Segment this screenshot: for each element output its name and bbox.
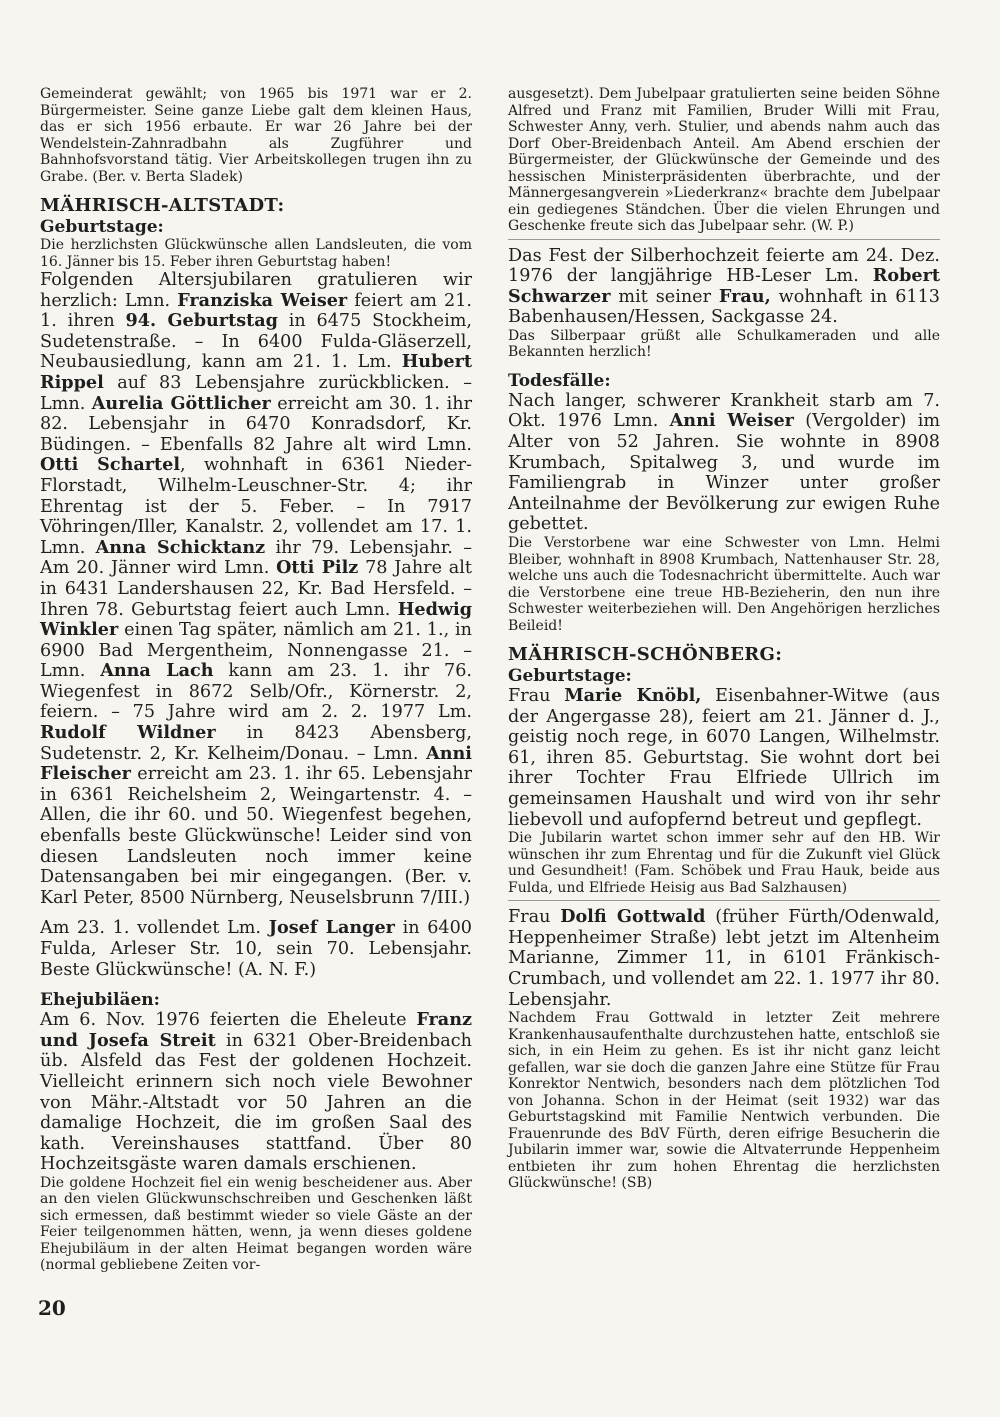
silver-wedding-paragraph: Das Fest der Silberhochzeit feierte am 24. Dez. 1976 der langjährige HB-Leser Lm. Robert Schwarzer mit seiner Frau, wohnhaft in 6113 Babenhausen/Hessen, Sackgasse 24. — [508, 245, 940, 328]
subheading-birthdays-schoenberg: Geburtstage: — [508, 666, 632, 687]
section-heading-maehrisch-schoenberg: MÄHRISCH-SCHÖNBERG: — [508, 644, 783, 666]
subheading-deaths: Todesfälle: — [508, 370, 611, 391]
langer-birthday-paragraph: Am 23. 1. vollendet Lm. Josef Langer in 6400 Fulda, Arleser Str. 10, sein 70. Lebensjahr. Beste Glückwünsche! (A. N. F.) — [40, 917, 472, 980]
right-column — [508, 86, 940, 1192]
birthday-list-paragraph: Folgenden Altersjubilaren gratulieren wir herzlich: Lmn. Franziska Weiser feiert am 21. 1. ihren 94. Geburtstag in 6475 Stockheim, Sudetenstraße. – In 6400 Fulda-Gläserzell, Neubausiedlung, kann am 21. 1. Lm. Hubert Rippel auf 83 Lebensjahre zurückblicken. – Lmn. Aurelia Göttlicher erreicht am 30. 1. ihr 82. Lebensjahr in 6470 Konradsdorf, Kr. Büdingen. – Ebenfalls 82 Jahre alt wird Lmn. Otti Schartel, wohnhaft in 6361 Nieder-Florstadt, Wilhelm-Leuschner-Str. 4; ihr Ehrentag ist der 5. Feber. – In 7917 Vöhringen/Iller, Kanalstr. 2, vollendet am 17. 1. Lmn. Anna Schicktanz ihr 79. Lebensjahr. – Am 20. Jänner wird Lmn. Otti Pilz 78 Jahre alt in 6431 Landershausen 22, Kr. Bad Hersfeld. – Ihren 78. Geburtstag feiert auch Lmn. Hedwig Winkler einen Tag später, nämlich am 21. 1., in 6900 Bad Mergentheim, Nonnengasse 21. – Lmn. Anna Lach kann am 23. 1. ihr 76. Wiegenfest in 8672 Selb/Ofr., Körnerstr. 2, feiern. – 75 Jahre wird am 2. 2. 1977 Lm. Rudolf Wildner in 8423 Abensberg, Sudetenstr. 2, Kr. Kelheim/Donau. – Lmn. Anni Fleischer erreicht am 23. 1. ihr 65. Lebensjahr in 6361 Reichelsheim 2, Weingartenstr. 4. – Allen, die ihr 60. und 50. Wiegenfest begehen, ebenfalls beste Glückwünsche! Leider sind von diesen Landsleuten noch immer keine Datensangaben bei mir eingegangen. (Ber. v. Karl Peter, 8500 Nürnberg, Neuselsbrunn 7/III.) — [40, 270, 472, 908]
death-notice-paragraph: Nach langer, schwerer Krankheit starb am 7. Okt. 1976 Lmn. Anni Weiser (Vergolder) im Alter von 52 Jahren. Sie wohnte in 8908 Krumbach, Spitalweg 3, und wurde im Familiengrab in Winzer unter großer Anteilnahme der Bevölkerung zur ewigen Ruhe gebettet. — [508, 390, 940, 535]
subheading-birthdays: Geburtstage: — [40, 217, 164, 237]
obituary-continuation: Gemeinderat gewählt; von 1965 bis 1971 war er 2. Bürgermeister. Seine ganze Liebe galt dem kleinen Haus, das er sich 1956 erbaute. Er war 26 Jahre bei der Wendelstein-Zahnradbahn als Zugführer und Bahnhofsvorstand tätig. Vier Arbeitskollegen trugen ihn zu Grabe. (Ber. v. Berta Sladek) — [40, 86, 472, 185]
silver-wedding-greeting: Das Silberpaar grüßt alle Schulkameraden und alle Bekannten herzlich! — [508, 327, 940, 361]
golden-wedding-paragraph: Am 6. Nov. 1976 feierten die Eheleute Franz und Josefa Streit in 6321 Ober-Breidenbach üb. Alsfeld das Fest der goldenen Hochzeit. Vielleicht erinnern sich noch viele Bewohner von Mähr.-Altstadt vor 50 Jahren an die damalige Hochzeit, die im großen Saal des kath. Vereinshauses stattfand. Über 80 Hochzeitsgäste waren damals erschienen. — [40, 1009, 472, 1175]
golden-wedding-continuation: ausgesetzt). Dem Jubelpaar gratulierten seine beiden Söhne Alfred und Franz mit Familien, Bruder Willi mit Frau, Schwester Anny, verh. Stulier, und abends nahm auch das Dorf Ober-Breidenbach Anteil. Am Abend erschien der Bürgermeister, der Glückwünsche der Gemeinde und des hessischen Ministerpräsidenten überbrachte, und der Männergesangverein »Liederkranz« brachte dem Jubelpaar ein gediegenes Ständchen. Über die vielen Ehrungen und Geschenke freute sich das Jubelpaar sehr. (W. P.) — [508, 86, 940, 234]
knoebl-birthday-detail: Die Jubilarin wartet schon immer sehr auf den HB. Wir wünschen ihr zum Ehrentag und für die Zukunft viel Glück und Gesundheit! (Fam. Schöbek und Frau Hauk, beide aus Fulda, und Elfriede Heisig aus Bad Salzhausen) — [508, 830, 940, 896]
golden-wedding-detail: Die goldene Hochzeit fiel ein wenig bescheidener aus. Aber an den vielen Glückwunschschreiben und Geschenken läßt sich ermessen, daß bestimmt wieder so viele Gäste an der Feier teilgenommen hätten, wenn, ja wenn dieses goldene Ehejubiläum in der alten Heimat begangen worden wäre (normal gebliebene Zeiten vor- — [40, 1174, 472, 1274]
divider — [508, 900, 940, 901]
page-number: 20 — [38, 1296, 66, 1320]
subheading-marriage-jubilees: Ehejubiläen: — [40, 990, 160, 1011]
gottwald-birthday-detail: Nachdem Frau Gottwald in letzter Zeit mehrere Krankenhausaufenthalte durchzustehen hatte, entschloß sie sich, in ein Heim zu gehen. Es ist ihr nicht ganz leicht gefallen, war sie doch die ganzen Jahre eine Stütze für Frau Konrektor Nentwich, besonders nach dem plötzlichen Tod von Johanna. Schon in der Heimat (seit 1932) war das Geburtstagskind mit Familie Nentwich verbunden. Die Frauenrunde des BdV Fürth, deren eifrige Besucherin die Jubilarin immer war, sowie die Altvaterrunde Heppenheim entbieten ihr zum hohen Ehrentag die herzlichsten Glückwünsche! (SB) — [508, 1010, 940, 1192]
gottwald-birthday-paragraph: Frau Dolfi Gottwald (früher Fürth/Odenwald, Heppenheimer Straße) lebt jetzt im Altenheim Marianne, Zimmer 11, in 6101 Fränkisch-Crumbach, und vollendet am 22. 1. 1977 ihr 80. Lebensjahr. — [508, 906, 940, 1010]
birthday-greeting: Die herzlichsten Glückwünsche allen Landsleuten, die vom 16. Jänner bis 15. Feber ihren Geburtstag haben! — [40, 237, 472, 270]
death-notice-detail: Die Verstorbene war eine Schwester von Lmn. Helmi Bleiber, wohnhaft in 8908 Krumbach, Nattenhauser Str. 28, welche uns auch die Todesnachricht übermittelte. Auch war die Verstorbene eine treue HB-Bezieherin, den nun ihre Schwester weiterbeziehen will. Den Angehörigen herzliches Beileid! — [508, 535, 940, 634]
section-heading-maehrisch-altstadt: MÄHRISCH-ALTSTADT: — [40, 195, 285, 216]
divider — [508, 239, 940, 240]
knoebl-birthday-paragraph: Frau Marie Knöbl, Eisenbahner-Witwe (aus der Angergasse 28), feiert am 21. Jänner d. J., geistig noch rege, in 6070 Langen, Wilhelmstr. 61, ihren 85. Geburtstag. Sie wohnt dort bei ihrer Tochter Frau Elfriede Ullrich im gemeinsamen Haushalt und wird von ihr sehr liebevoll und aufopfernd betreut und gepflegt. — [508, 685, 941, 830]
left-column — [40, 86, 472, 1274]
